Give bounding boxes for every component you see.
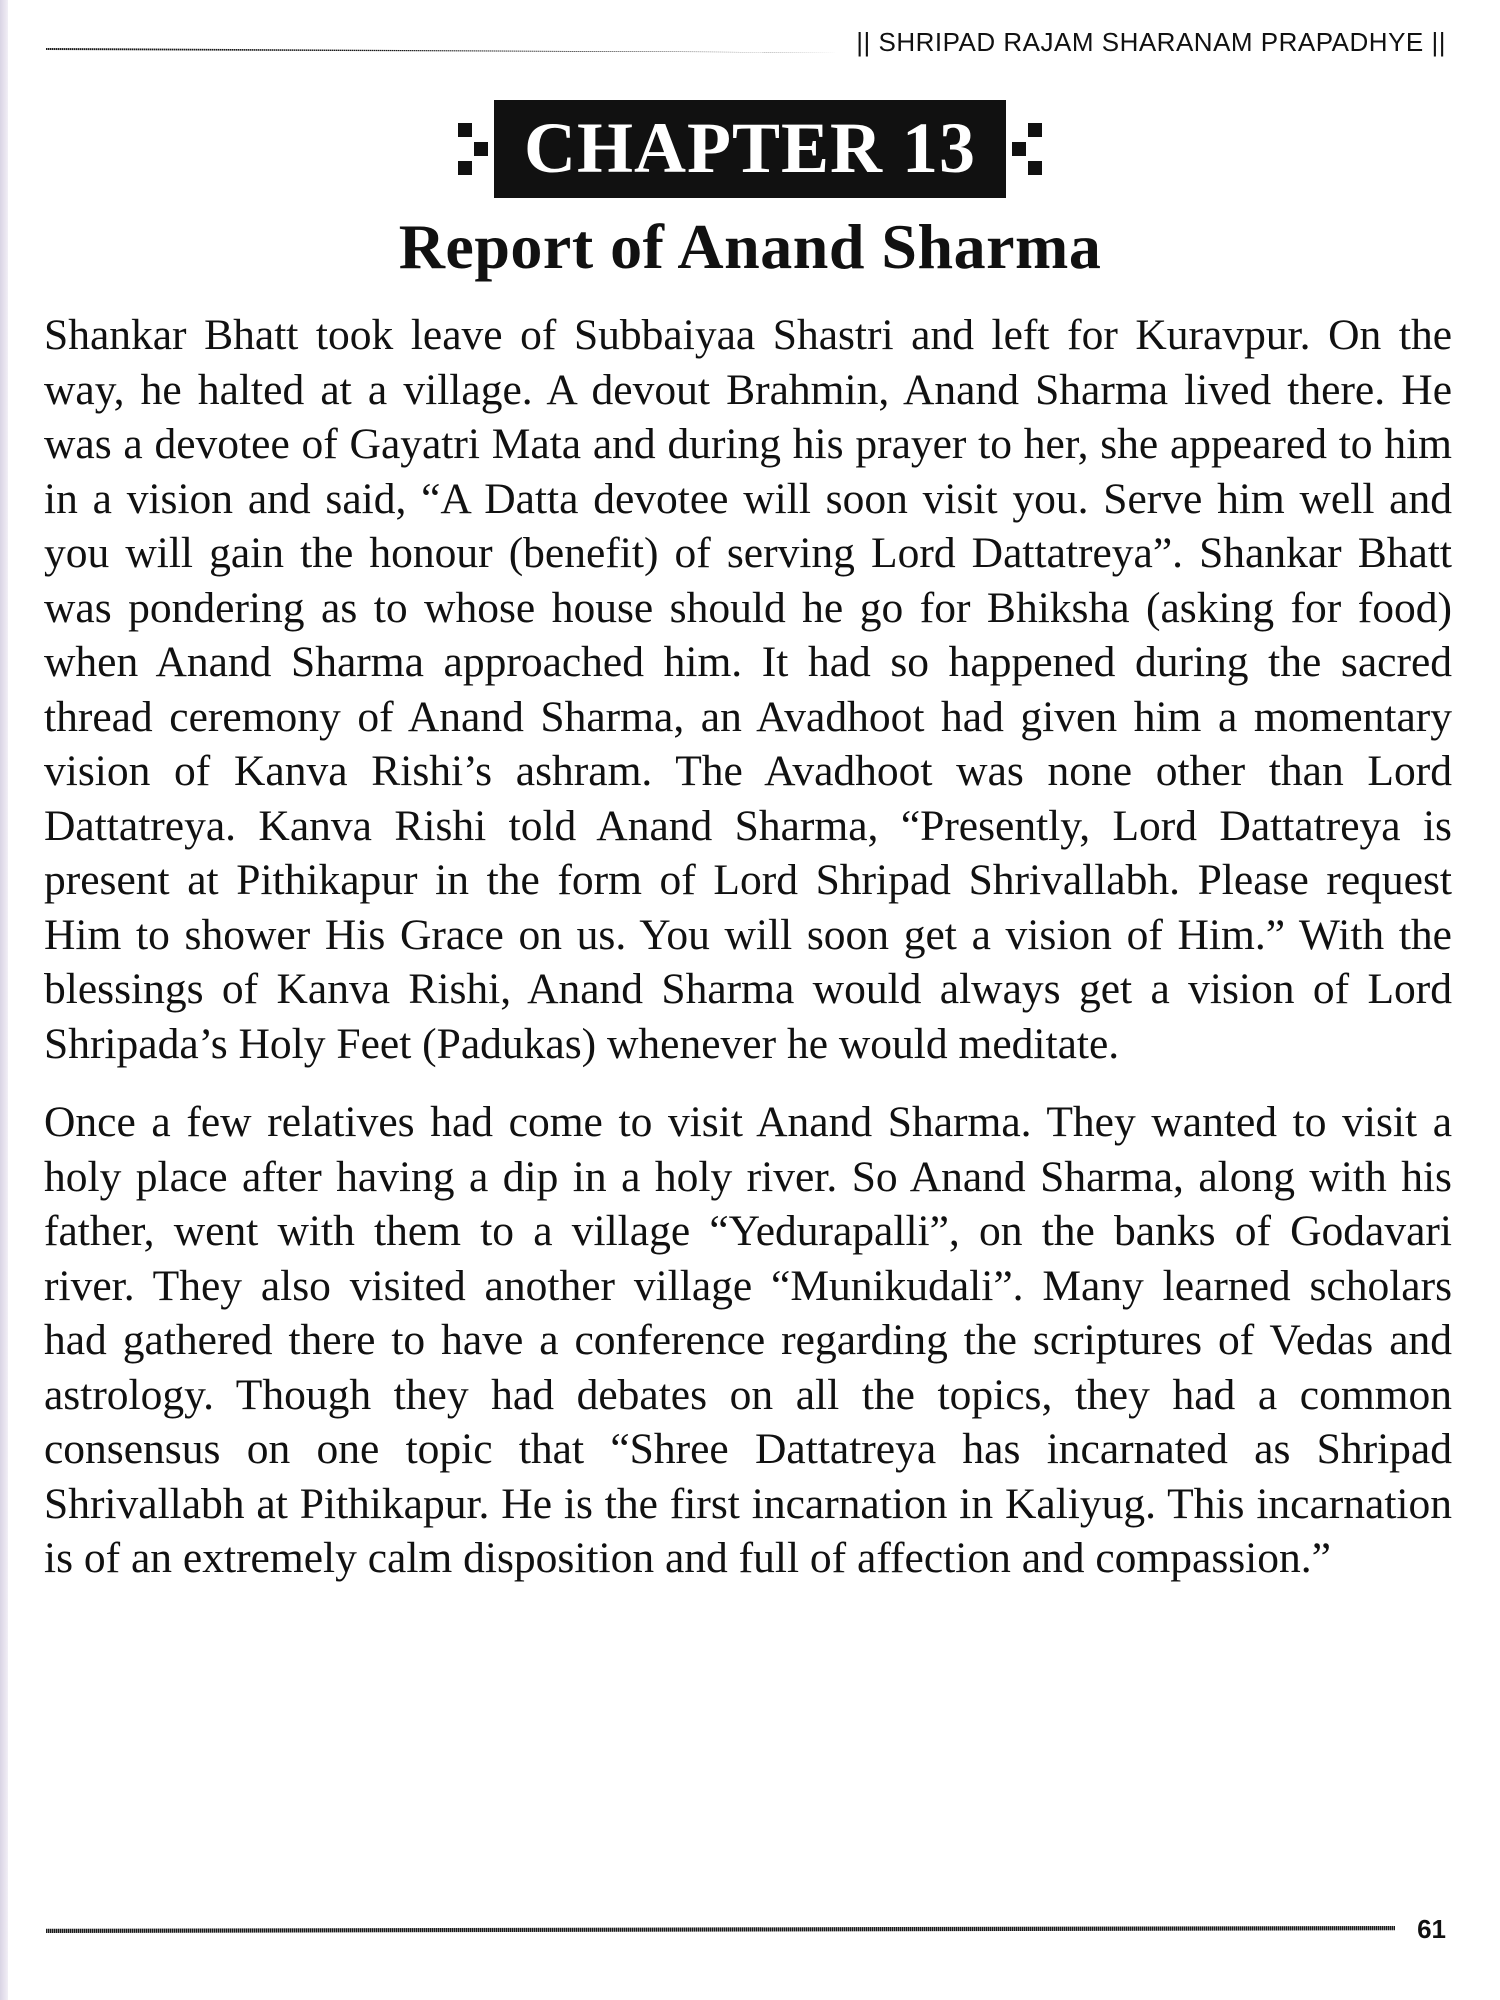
footer <box>46 1914 1446 1945</box>
chapter-label: CHAPTER 13 <box>494 100 1006 198</box>
footer-rule <box>46 1926 1395 1933</box>
running-header <box>46 22 1446 62</box>
header-rule <box>46 46 838 53</box>
page-number: 61 <box>1417 1914 1446 1944</box>
ornament-right-icon <box>1006 123 1048 175</box>
body-text <box>44 308 1452 1586</box>
chapter-title: Report of Anand Sharma <box>398 211 1102 282</box>
running-title: || SHRIPAD RAJAM SHARANAM PRAPADHYE || <box>856 26 1446 57</box>
chapter-heading <box>0 100 1500 198</box>
paragraph: Once a few relatives had come to visit Anand Sharma. They wanted to visit a holy place after having a dip in a holy river. So Anand Sharma, along with his father, went with them to a village “Yedurapalli”, on the banks of Godavari river. They also visited another village “Munikudali”. Many learned scholars had gathered there to have a conference regarding the scriptures of Vedas and astrology. Though they had debates on all the topics, they had a common consensus on one topic that “Shree Dattatreya has incarnated as Shripad Shrivallabh at Pithikapur. He is the first incarnation in Kaliyug. This incarnation is of an extremely calm disposition and full of affection and compassion.” <box>44 1098 1452 1582</box>
chapter-badge <box>452 100 1048 198</box>
ornament-left-icon <box>452 123 494 175</box>
paragraph: Shankar Bhatt took leave of Subbaiyaa Shastri and left for Kuravpur. On the way, he halted at a village. A devout Brahmin, Anand Sharma lived there. He was a devotee of Gayatri Mata and during his prayer to her, she appeared to him in a vision and said, “A Datta devotee will soon visit you. Serve him well and you will gain the honour (benefit) of serving Lord Dattatreya”. Shankar Bhatt was pondering as to whose house should he go for Bhiksha (asking for food) when Anand Sharma approached him. It had so happened during the sacred thread ceremony of Anand Sharma, an Avadhoot had given him a momentary vision of Kanva Rishi’s ashram. The Avadhoot was none other than Lord Dattatreya. Kanva Rishi told Anand Sharma, “Presently, Lord Dattatreya is present at Pithikapur in the form of Lord Shripad Shrivallabh. Please request Him to shower His Grace on us. You will soon get a vision of Him.” With the blessings of Kanva Rishi, Anand Sharma would always get a vision of Lord Shripada’s Holy Feet (Padukas) whenever he would meditate. <box>44 311 1452 1068</box>
page-edge <box>0 0 8 2000</box>
